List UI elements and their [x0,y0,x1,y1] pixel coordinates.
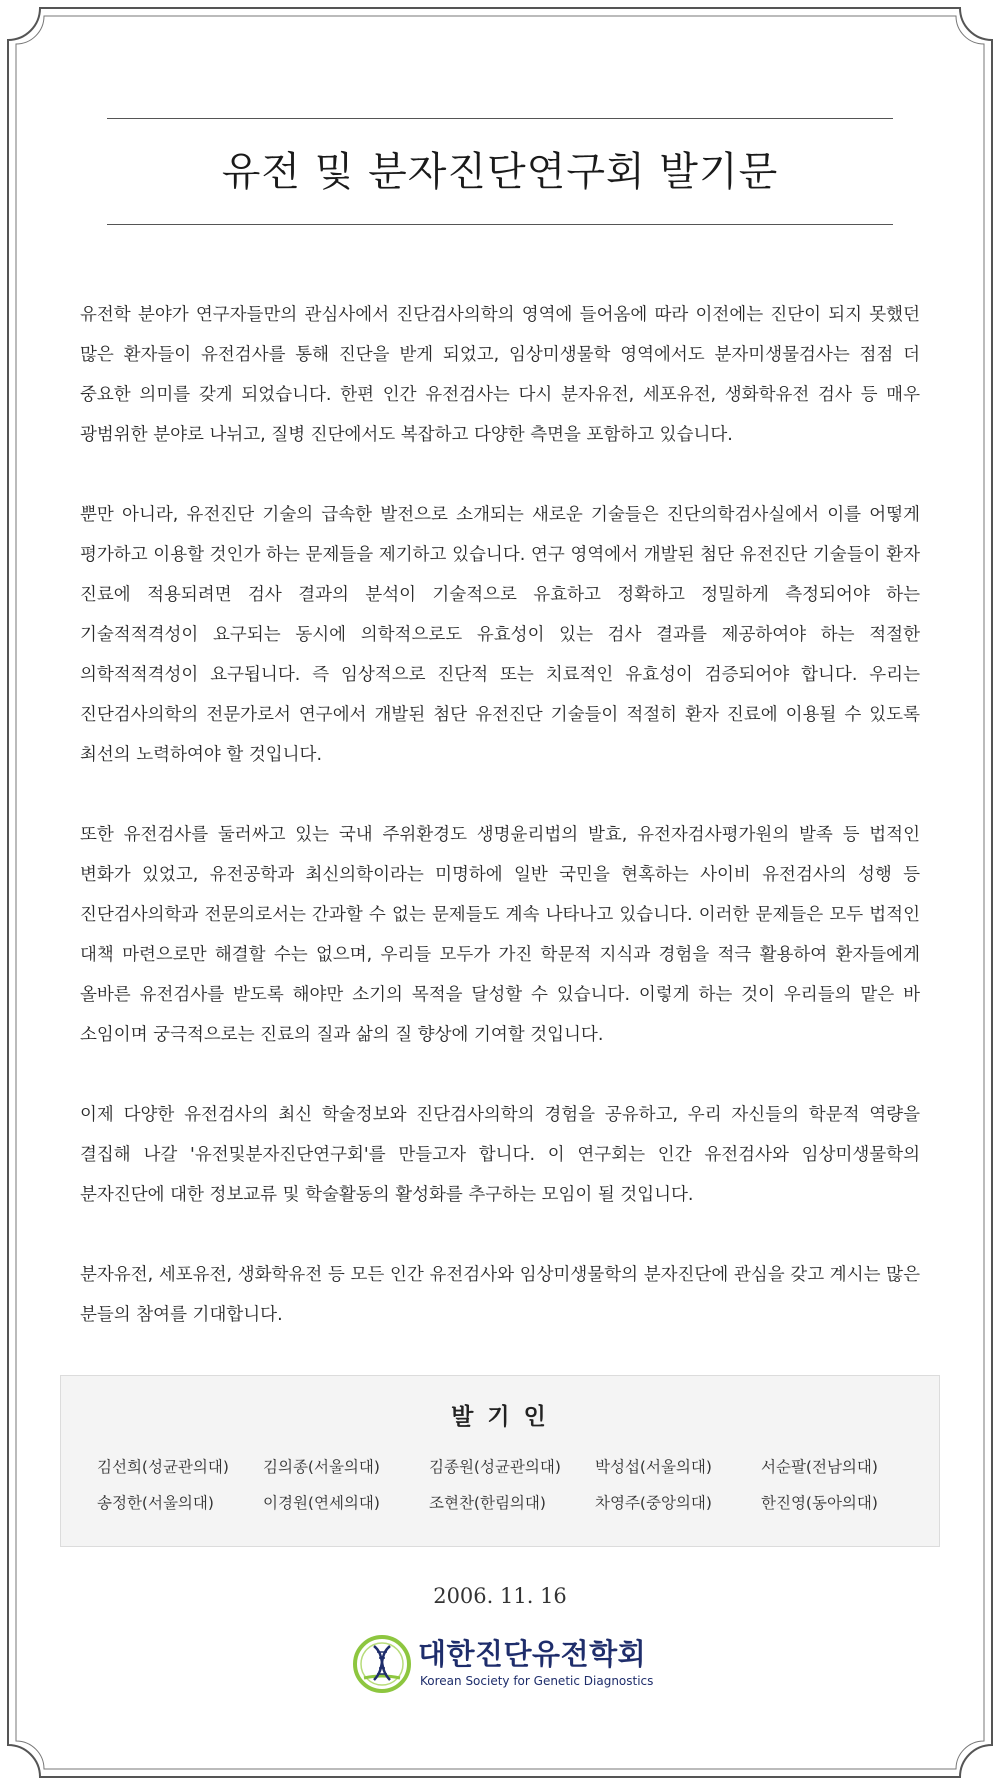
paragraph: 유전학 분야가 연구자들만의 관심사에서 진단검사의학의 영역에 들어옴에 따라 이전에는 진단이 되지 못했던 많은 환자들이 유전검사를 통해 진단을 받게 되었고, 임상미생물학 영역에서도 분자미생물검사는 점점 더 중요한 의미를 갖게 되었습니다. 한편 인간 유전검사는 다시 분자유전, 세포유전, 생화학유전 검사 등 매우 광범위한 분야로 나뉘고, 질병 진단에서도 복잡하고 다양한 측면을 포함하고 있습니다. [80,305,920,445]
initiator-name: 조현찬(한림의대) [429,1494,546,1512]
document-title: 유전 및 분자진단연구회 발기문 [221,149,779,195]
initiator-name: 김종원(성균관의대) [429,1458,561,1476]
initiators-list [91,1456,921,1514]
initiator-name: 김선희(성균관의대) [97,1458,229,1476]
document-date: 2006. 11. 16 [433,1584,567,1608]
initiator-name: 이경원(연세의대) [263,1494,380,1512]
initiator-name: 서순팔(전남의대) [761,1458,878,1476]
paragraph: 뿐만 아니라, 유전진단 기술의 급속한 발전으로 소개되는 새로운 기술들은 진단의학검사실에서 이를 어떻게 평가하고 이용할 것인가 하는 문제들을 제기하고 있습니다. 연구 영역에서 개발된 첨단 유전진단 기술들이 환자 진료에 적용되려면 검사 결과의 분석이 기술적으로 유효하고 정확하고 정밀하게 측정되어야 하는 기술적적격성이 요구되는 동시에 의학적으로도 유효성이 있는 검사 결과를 제공하여야 하는 적절한 의학적적격성이 요구됩니다. 즉 임상적으로 진단적 또는 치료적인 유효성이 검증되어야 합니다. 우리는 진단검사의학의 전문가로서 연구에서 개발된 첨단 유전진단 기술들이 적절히 환자 진료에 이용될 수 있도록 최선의 노력하여야 할 것입니다. [80,505,920,765]
logo-name-en: Korean Society for Genetic Diagnostics [420,1674,654,1688]
initiator-name: 박성섭(서울의대) [595,1458,712,1476]
initiators-title: 발 기 인 [451,1404,549,1430]
title-rule-top [107,118,893,119]
initiator-name: 차영주(중앙의대) [595,1494,712,1512]
initiator-name: 송정한(서울의대) [97,1494,214,1512]
initiators-panel [60,1375,940,1547]
document-body [80,295,920,1375]
paragraph: 또한 유전검사를 둘러싸고 있는 국내 주위환경도 생명윤리법의 발효, 유전자검사평가원의 발족 등 법적인 변화가 있었고, 유전공학과 최신의학이라는 미명하에 일반 국민을 현혹하는 사이비 유전검사의 성행 등 진단검사의학과 전문의로서는 간과할 수 없는 문제들도 계속 나타나고 있습니다. 이러한 문제들은 모두 법적인 대책 마련으로만 해결할 수는 없으며, 우리들 모두가 가진 학문적 지식과 경험을 적극 활용하여 환자들에게 올바른 유전검사를 받도록 해야만 소기의 목적을 달성할 수 있습니다. 이렇게 하는 것이 우리들의 맡은 바 소임이며 궁극적으로는 진료의 질과 삶의 질 향상에 기여할 것입니다. [80,825,920,1045]
logo-name-ko: 대한진단유전학회 [418,1637,647,1671]
dna-globe-logo-icon [352,1634,412,1694]
paragraph: 이제 다양한 유전검사의 최신 학술정보와 진단검사의학의 경험을 공유하고, 우리 자신들의 학문적 역량을 결집해 나갈 '유전및분자진단연구회'를 만들고자 합니다. 이 연구회는 인간 유전검사와 임상미생물학의 분자진단에 대한 정보교류 및 학술활동의 활성화를 추구하는 모임이 될 것입니다. [80,1105,920,1205]
initiator-name: 한진영(동아의대) [761,1494,878,1512]
paragraph: 분자유전, 세포유전, 생화학유전 등 모든 인간 유전검사와 임상미생물학의 분자진단에 관심을 갖고 계시는 많은 분들의 참여를 기대합니다. [80,1265,920,1325]
initiator-name: 김의종(서울의대) [263,1458,380,1476]
society-logo [352,1630,662,1700]
title-rule-bottom [107,224,893,225]
